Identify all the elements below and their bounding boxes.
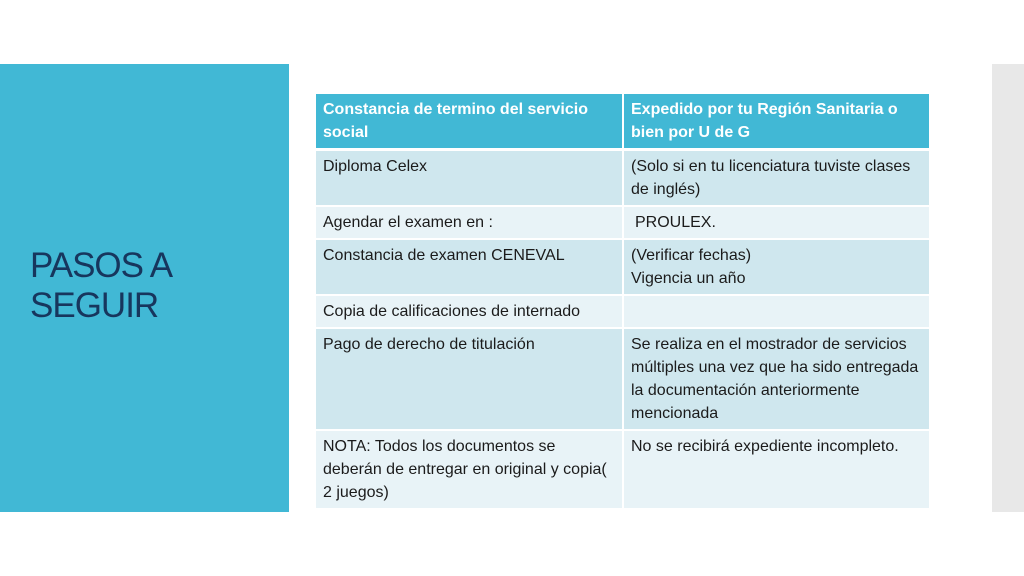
steps-table [316, 94, 931, 510]
table-row [316, 150, 930, 207]
table-row [316, 295, 930, 328]
table-header-cell: Expedido por tu Región Sanitaria o bien por U de G [623, 94, 930, 150]
table-cell-item: Agendar el examen en : [316, 206, 623, 239]
table-cell-item: Diploma Celex [316, 150, 623, 207]
table-cell-detail [623, 295, 930, 328]
table-cell-item: Constancia de examen CENEVAL [316, 239, 623, 295]
table-row [316, 206, 930, 239]
table-cell-item: Pago de derecho de titulación [316, 328, 623, 430]
table-row [316, 328, 930, 430]
table-cell-item: NOTA: Todos los documentos se deberán de entregar en original y copia( 2 juegos) [316, 430, 623, 509]
side-strip [992, 64, 1024, 512]
table-row [316, 239, 930, 295]
table-row [316, 430, 930, 509]
slide-title: PASOS A SEGUIR [30, 246, 171, 325]
table-cell-detail: PROULEX. [623, 206, 930, 239]
table-cell-detail: No se recibirá expediente incompleto. [623, 430, 930, 509]
table-cell-detail: (Solo si en tu licenciatura tuviste clases de inglés) [623, 150, 930, 207]
table-cell-detail: (Verificar fechas) Vigencia un año [623, 239, 930, 295]
table-header-cell: Constancia de termino del servicio social [316, 94, 623, 150]
table-cell-detail: Se realiza en el mostrador de servicios múltiples una vez que ha sido entregada la documentación anteriormente mencionada [623, 328, 930, 430]
table-cell-item: Copia de calificaciones de internado [316, 295, 623, 328]
table-header-row [316, 94, 930, 150]
